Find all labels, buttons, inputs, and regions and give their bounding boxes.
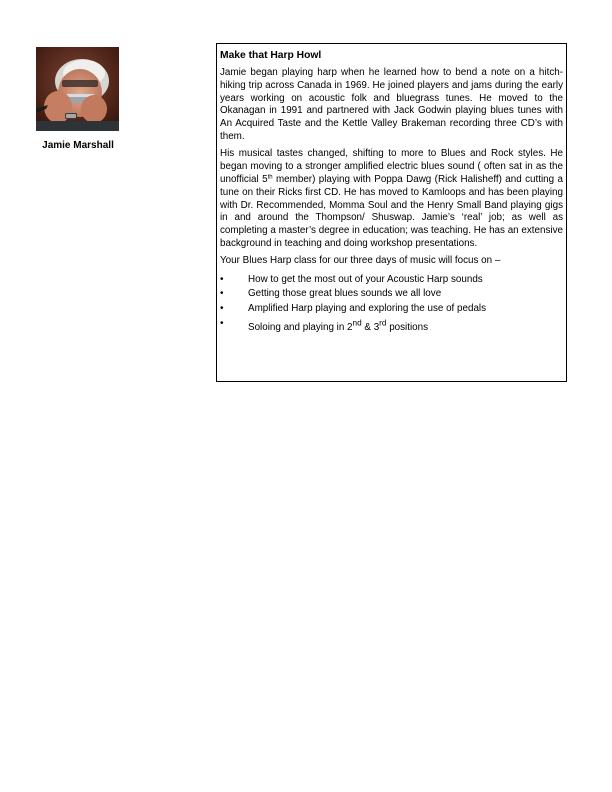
ordinal-suffix: th: [267, 174, 273, 181]
bullet-icon: •: [220, 302, 224, 314]
list-item-text: [248, 318, 429, 333]
bio-paragraph-2-text-2: member) playing with Poppa Dawg (Rick Halisheff) and cutting a tune on their Ricks first CD. He has moved to Kamloops and has been playing with Dr. Recommended, Momma Soul and the Henry Small Band playing gigs in and around the Thompson/ Shuswap. Jamie’s ‘real’ job; as well as completing a master’s degree in education; was teaching. He has an extensive background in teaching and doing workshop presentations.: [220, 173, 564, 249]
portrait-photo: [36, 47, 119, 131]
list-item-text: Amplified Harp playing and exploring the use of pedals: [248, 302, 487, 314]
focus-list: [220, 273, 563, 336]
list-item: [220, 273, 563, 288]
list-item: [220, 317, 563, 336]
bio-paragraph-2-text-1: His musical tastes changed, shifting to more to Blues and Rock styles. He began moving to a stronger amplified electric blues sound ( often sat in as the unofficial 5: [220, 148, 563, 185]
bullet-icon: •: [220, 317, 224, 329]
ordinal-suffix: nd: [352, 318, 362, 328]
list-item: [220, 287, 563, 302]
class-intro: Your Blues Harp class for our three days of music will focus on –: [220, 255, 501, 267]
ordinal-suffix: rd: [379, 318, 387, 328]
list-item: [220, 302, 563, 317]
bullet-icon: •: [220, 288, 224, 300]
bio-paragraph-2: [220, 148, 563, 250]
list-item-text: Getting those great blues sounds we all love: [248, 288, 442, 300]
profile-name: Jamie Marshall: [42, 140, 114, 151]
list-item-text: How to get the most out of your Acoustic Harp sounds: [248, 273, 483, 285]
bio-box: [216, 43, 567, 382]
list-item-text-part-3: positions: [386, 321, 429, 333]
bullet-icon: •: [220, 273, 224, 285]
list-item-text-part-2: & 3: [361, 321, 380, 333]
bio-title: Make that Harp Howl: [220, 50, 322, 61]
list-item-text-part-1: Soloing and playing in 2: [248, 321, 353, 333]
bio-paragraph-1: Jamie began playing harp when he learned how to bend a note on a hitch-hiking trip across Canada in 1969. He joined players and jams during the early years working on acoustic folk and bluegrass tunes. He moved to the Okanagan in 1991 and partnered with Jack Godwin playing blues tunes with An Acquired Taste and the Kettle Valley Brakeman recording three CD’s with them.: [220, 67, 563, 142]
